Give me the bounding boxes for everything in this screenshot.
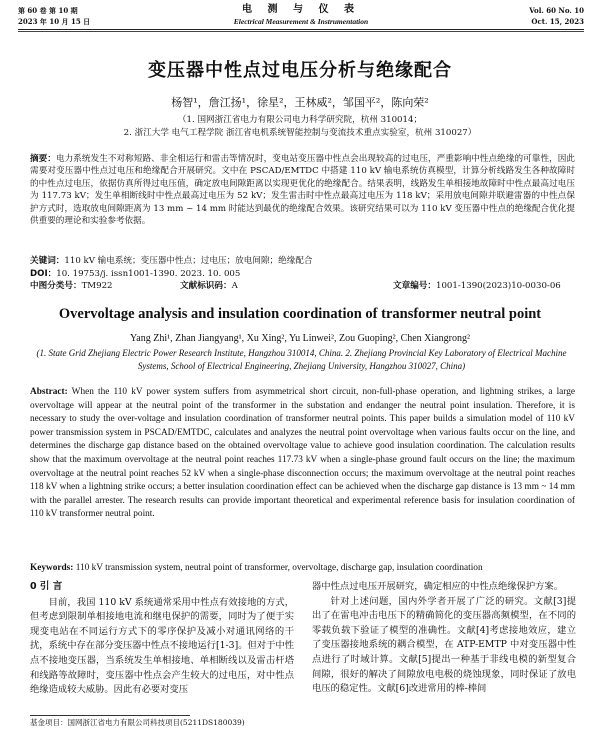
body-column-left bbox=[30, 580, 294, 698]
keywords-en-label: Keywords: bbox=[30, 563, 74, 573]
header-rule bbox=[18, 29, 584, 30]
abstract-en bbox=[30, 386, 575, 522]
abstract-en-label: Abstract: bbox=[30, 387, 68, 397]
affiliation-en: (1. State Grid Zhejiang Electric Power Research Institute, Hangzhou 310014, China. 2. Zhejiang Provincial Key Laboratory of Electrical Machine Systems, School of Electrical Engineering, Zhejiang University, Hangzhou 310027, China) bbox=[36, 348, 567, 371]
keywords-en-text: 110 kV transmission system, neutral point of transformer, overvoltage, discharge gap, insulation coordination bbox=[75, 563, 483, 573]
doi-label: DOI： bbox=[30, 269, 57, 279]
volume-issue-cn: 第 60 卷 第 10 期 bbox=[18, 6, 78, 15]
body-column-right bbox=[312, 580, 576, 697]
date-cn: 2023 年 10 月 15 日 bbox=[18, 17, 91, 26]
abstract-cn-text: 电力系统发生不对称短路、非全相运行和雷击等情况时，变电站变压器中性点会出现较高的过电压，严重影响中性点绝缘的可靠性，因此需要对变压器中性点过电压和绝缘配合开展研究。文中在 PSCAD/EMTDC 中搭建 110 kV 输电系统仿真模型，计算分析线路发生各种故障时的中性点过电压，依据仿真所得过电压值，确定放电间隙距离以实现更优化的绝缘配合。结果表明，线路发生单相接地故障时中性点最高过电压为 117.73 kV；发生单相断线时中性点最高过电压为 52 kV；发生雷击时中性点最高过电压为 118 kV；采用放电间隙并联避雷器的中性点保护方式时，选取放电间隙距离为 13 mm ~ 14 mm 时能达到最优的绝缘配合效果。该研究结果可以为 110 kV 变压器中性点的绝缘配合优化提供重要的理论和实验参考依据。 bbox=[30, 154, 575, 227]
doi-line bbox=[30, 268, 575, 280]
article-no-group bbox=[393, 280, 561, 292]
journal-name-cn: 电 测 与 仪 表 bbox=[242, 4, 360, 15]
volume-issue-en: Vol. 60 No. 10 bbox=[529, 6, 584, 15]
keywords-cn bbox=[30, 255, 575, 267]
abstract-en-text: When the 110 kV power system suffers from asymmetrical short circuit, non-full-phase operation, and lightning strikes, a large overvoltage will appear at the neutral point of the transformer in the substation and endanger the neutral point insulation. Therefore, it is necessary to study the over-voltage and insulation coordination of transformer neutral points. This paper builds a simulation model of 110 kV power transmission system in PSCAD/EMTDC, calculates and analyzes the neutral point overvoltage when various faults occur on the line, and determines the discharge gap distance based on the obtained overvoltage value to achieve good insulation coordination. The calculation results show that the maximum overvoltage at the neutral point reaches 117.73 kV when a single-phase ground fault occurs on the line; the maximum overvoltage at the neutral point reaches 52 kV when a single-phase disconnection occurs; the maximum overvoltage at the neutral point reaches 118 kV when a lightning strike occurs; a better insulation coordination effect can be achieved when the discharge gap distance is 13 mm ~ 14 mm with the parallel arrester. The research results can provide important theoretical and experimental reference basis for insulation coordination of 110 kV transformer neutral point. bbox=[30, 387, 575, 520]
paper-title-cn: 变压器中性点过电压分析与绝缘配合 bbox=[148, 60, 452, 81]
keywords-cn-label: 关键词： bbox=[30, 256, 65, 266]
keywords-en bbox=[30, 562, 575, 575]
doc-code-label: 文献标识码： bbox=[180, 281, 232, 291]
intro-paragraph-1-cont: 器中性点过电压开展研究，确定相应的中性点绝缘保护方案。 bbox=[312, 581, 564, 592]
authors-en: Yang Zhi¹, Zhan Jiangyang¹, Xu Xing², Yu Linwei², Zou Guoping², Chen Xiangrong² bbox=[130, 333, 470, 344]
doi-value[interactable]: 10. 19753/j. issn1001-1390. 2023. 10. 005 bbox=[56, 269, 241, 279]
keywords-cn-text: 110 kV 输电系统；变压器中性点；过电压；放电间隙；绝缘配合 bbox=[64, 256, 313, 266]
intro-paragraph-2: 针对上述问题，国内外学者开展了广泛的研究。文献[3]提出了在雷电冲击电压下的精确简化的变压器高频模型，在不同的零载负载下验证了模型的准确性。文献[4]考虑接地效应，建立了变压器接地系统的耦合模型，在 ATP-EMTP 中对变压器中性点进行了时域计算。文献[5]提出一种基于非线电模的新型复合间隙，很好的解决了间隙放电电极的烧蚀现象，同时保证了放电电压的稳定性。文献[6]改进常用的棒-棒间 bbox=[312, 595, 576, 695]
section-heading-intro: 0 引 言 bbox=[30, 581, 63, 592]
header-rule-thin bbox=[18, 31, 584, 32]
clc-group bbox=[30, 280, 113, 292]
paper-title-en: Overvoltage analysis and insulation coordination of transformer neutral point bbox=[58, 306, 542, 322]
journal-name-en: Electrical Measurement & Instrumentation bbox=[233, 17, 369, 26]
clc-value: TM922 bbox=[81, 281, 113, 291]
doc-code-group bbox=[180, 280, 238, 292]
intro-paragraph-1: 目前，我国 110 kV 系统通常采用中性点有效接地的方式，但考虑到限制单相接地电流和继电保护的需要，同时为了便于实现变电站在不同运行方式下的零序保护及减小对通讯网络的干扰，系统中存在部分变压器中性点不接地运行[1-3]。但对于中性点不接地变压器，当系统发生单相接地、单相断线以及雷击杆塔和线路等故障时，变压器中性点会产生较大的过电压，对中性点绝缘造成较大威胁。因此有必要对变压 bbox=[30, 596, 294, 696]
affiliation-cn-1: （1. 国网浙江省电力有限公司电力科学研究院，杭州 310014； bbox=[177, 115, 423, 125]
abstract-cn bbox=[30, 153, 575, 227]
article-no-value: 1001-1390(2023)10-0030-06 bbox=[435, 281, 561, 291]
doc-code-value: A bbox=[231, 281, 238, 291]
article-no-label: 文章编号： bbox=[393, 281, 436, 291]
affiliation-cn-2: 2. 浙江大学 电气工程学院 浙江省电机系统智能控制与变流技术重点实验室，杭州 310027） bbox=[123, 128, 477, 138]
abstract-cn-label: 摘要： bbox=[30, 154, 56, 164]
funding-footnote: 基金项目：国网浙江省电力有限公司科技项目(5211DS180039) bbox=[30, 718, 245, 727]
footnote-rule bbox=[30, 715, 190, 716]
authors-cn: 杨智¹，詹江扬¹，徐星²，王林威²，邹国平²，陈向荣² bbox=[171, 96, 429, 109]
clc-label: 中图分类号： bbox=[30, 281, 82, 291]
date-en: Oct. 15, 2023 bbox=[531, 17, 584, 26]
